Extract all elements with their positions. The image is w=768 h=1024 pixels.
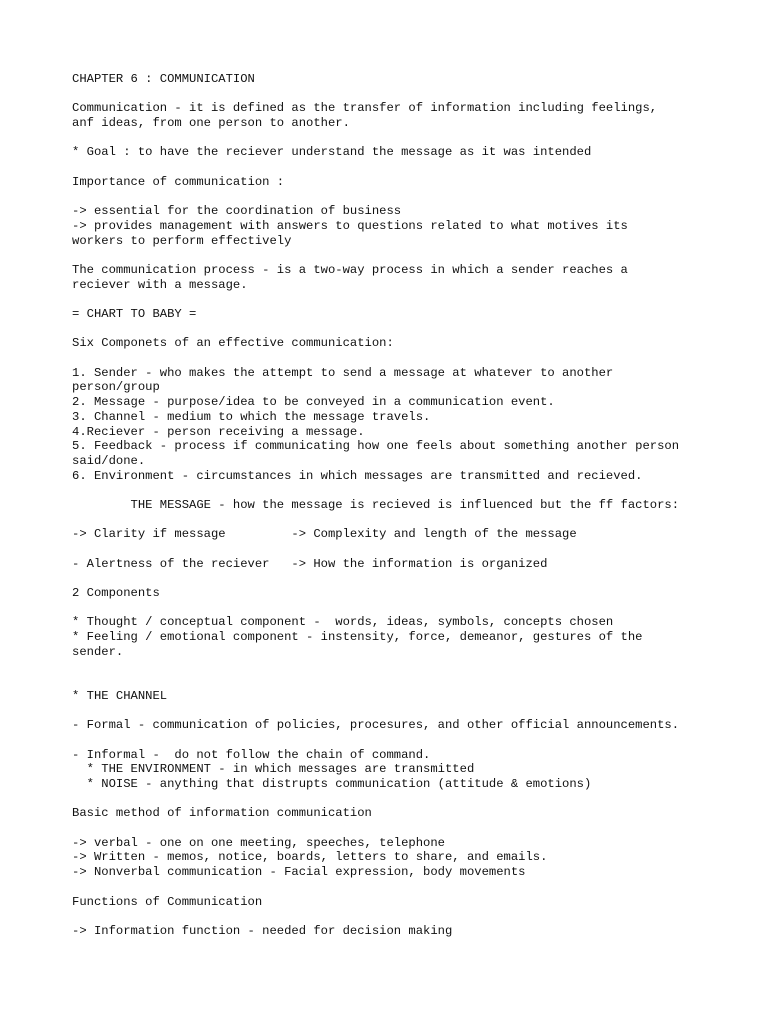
- text-line: * Thought / conceptual component - words, ideas, symbols, concepts chosen: [72, 615, 614, 630]
- text-line: 4.Reciever - person receiving a message.: [72, 424, 365, 439]
- blank-line: [72, 733, 712, 748]
- blank-line: [72, 190, 712, 205]
- blank-line: [72, 792, 712, 807]
- blank-line: [72, 571, 712, 586]
- text-line: * NOISE - anything that distrupts communication (attitude & emotions): [72, 777, 592, 791]
- text-line: -> Written - memos, notice, boards, letters to share, and emails.: [72, 850, 548, 865]
- text-line: sender.: [72, 644, 124, 659]
- text-line: = CHART TO BABY =: [72, 307, 197, 321]
- text-line: -> verbal - one on one meeting, speeches, telephone: [72, 835, 445, 850]
- text-line: reciever with a message.: [72, 277, 248, 292]
- text-line: -> provides management with answers to questions related to what motives its: [72, 218, 628, 233]
- text-line: The communication process - is a two-way process in which a sender reaches a: [72, 262, 628, 277]
- text-line: * THE ENVIRONMENT - in which messages are transmitted: [72, 762, 475, 777]
- text-line: CHAPTER 6 : COMMUNICATION: [72, 72, 255, 86]
- document-text: [72, 72, 712, 939]
- blank-line: [72, 909, 712, 924]
- blank-line: [72, 880, 712, 895]
- text-line: 6. Environment - circumstances in which messages are transmitted and recieved.: [72, 468, 643, 483]
- text-line: -> Nonverbal communication - Facial expression, body movements: [72, 865, 526, 880]
- text-line: Importance of communication :: [72, 174, 285, 189]
- blank-line: [72, 821, 712, 836]
- text-line: -> Information function - needed for decision making: [72, 923, 453, 938]
- blank-line: [72, 542, 712, 557]
- text-line: person/group: [72, 380, 160, 395]
- text-line: Communication - it is defined as the transfer of information including feelings,: [72, 101, 658, 116]
- blank-line: [72, 660, 712, 675]
- blank-line: [72, 160, 712, 175]
- text-line: 3. Channel - medium to which the message travels.: [72, 409, 431, 424]
- text-line: * THE CHANNEL: [72, 688, 168, 703]
- text-line: 5. Feedback - process if communicating how one feels about something another person: [72, 439, 680, 454]
- text-line: -> essential for the coordination of business: [72, 204, 402, 219]
- text-line: Functions of Communication: [72, 894, 263, 909]
- blank-line: [72, 351, 712, 366]
- text-line: anf ideas, from one person to another.: [72, 116, 350, 131]
- text-line: said/done.: [72, 453, 146, 468]
- blank-line: [72, 513, 712, 528]
- blank-line: [72, 322, 712, 337]
- blank-line: [72, 601, 712, 616]
- text-line: Basic method of information communication: [72, 806, 372, 821]
- blank-line: [72, 131, 712, 146]
- text-line: * Goal : to have the reciever understand the message as it was intended: [72, 145, 592, 160]
- blank-line: [72, 674, 712, 689]
- blank-line: [72, 87, 712, 102]
- text-line: - Alertness of the reciever -> How the information is organized: [72, 556, 548, 571]
- blank-line: [72, 248, 712, 263]
- text-line: 2. Message - purpose/idea to be conveyed in a communication event.: [72, 395, 555, 410]
- text-line: THE MESSAGE - how the message is recieved is influenced but the ff factors:: [72, 497, 680, 512]
- text-line: Six Componets of an effective communication:: [72, 336, 394, 351]
- blank-line: [72, 292, 712, 307]
- text-line: -> Clarity if message -> Complexity and length of the message: [72, 527, 577, 542]
- text-line: workers to perform effectively: [72, 233, 292, 248]
- blank-line: [72, 704, 712, 719]
- text-line: 1. Sender - who makes the attempt to send a message at whatever to another: [72, 365, 614, 380]
- text-line: * Feeling / emotional component - instensity, force, demeanor, gestures of the: [72, 630, 643, 645]
- blank-line: [72, 483, 712, 498]
- text-line: 2 Components: [72, 586, 160, 601]
- text-line: - Informal - do not follow the chain of command.: [72, 747, 431, 762]
- text-line: - Formal - communication of policies, procesures, and other official announcements.: [72, 718, 680, 733]
